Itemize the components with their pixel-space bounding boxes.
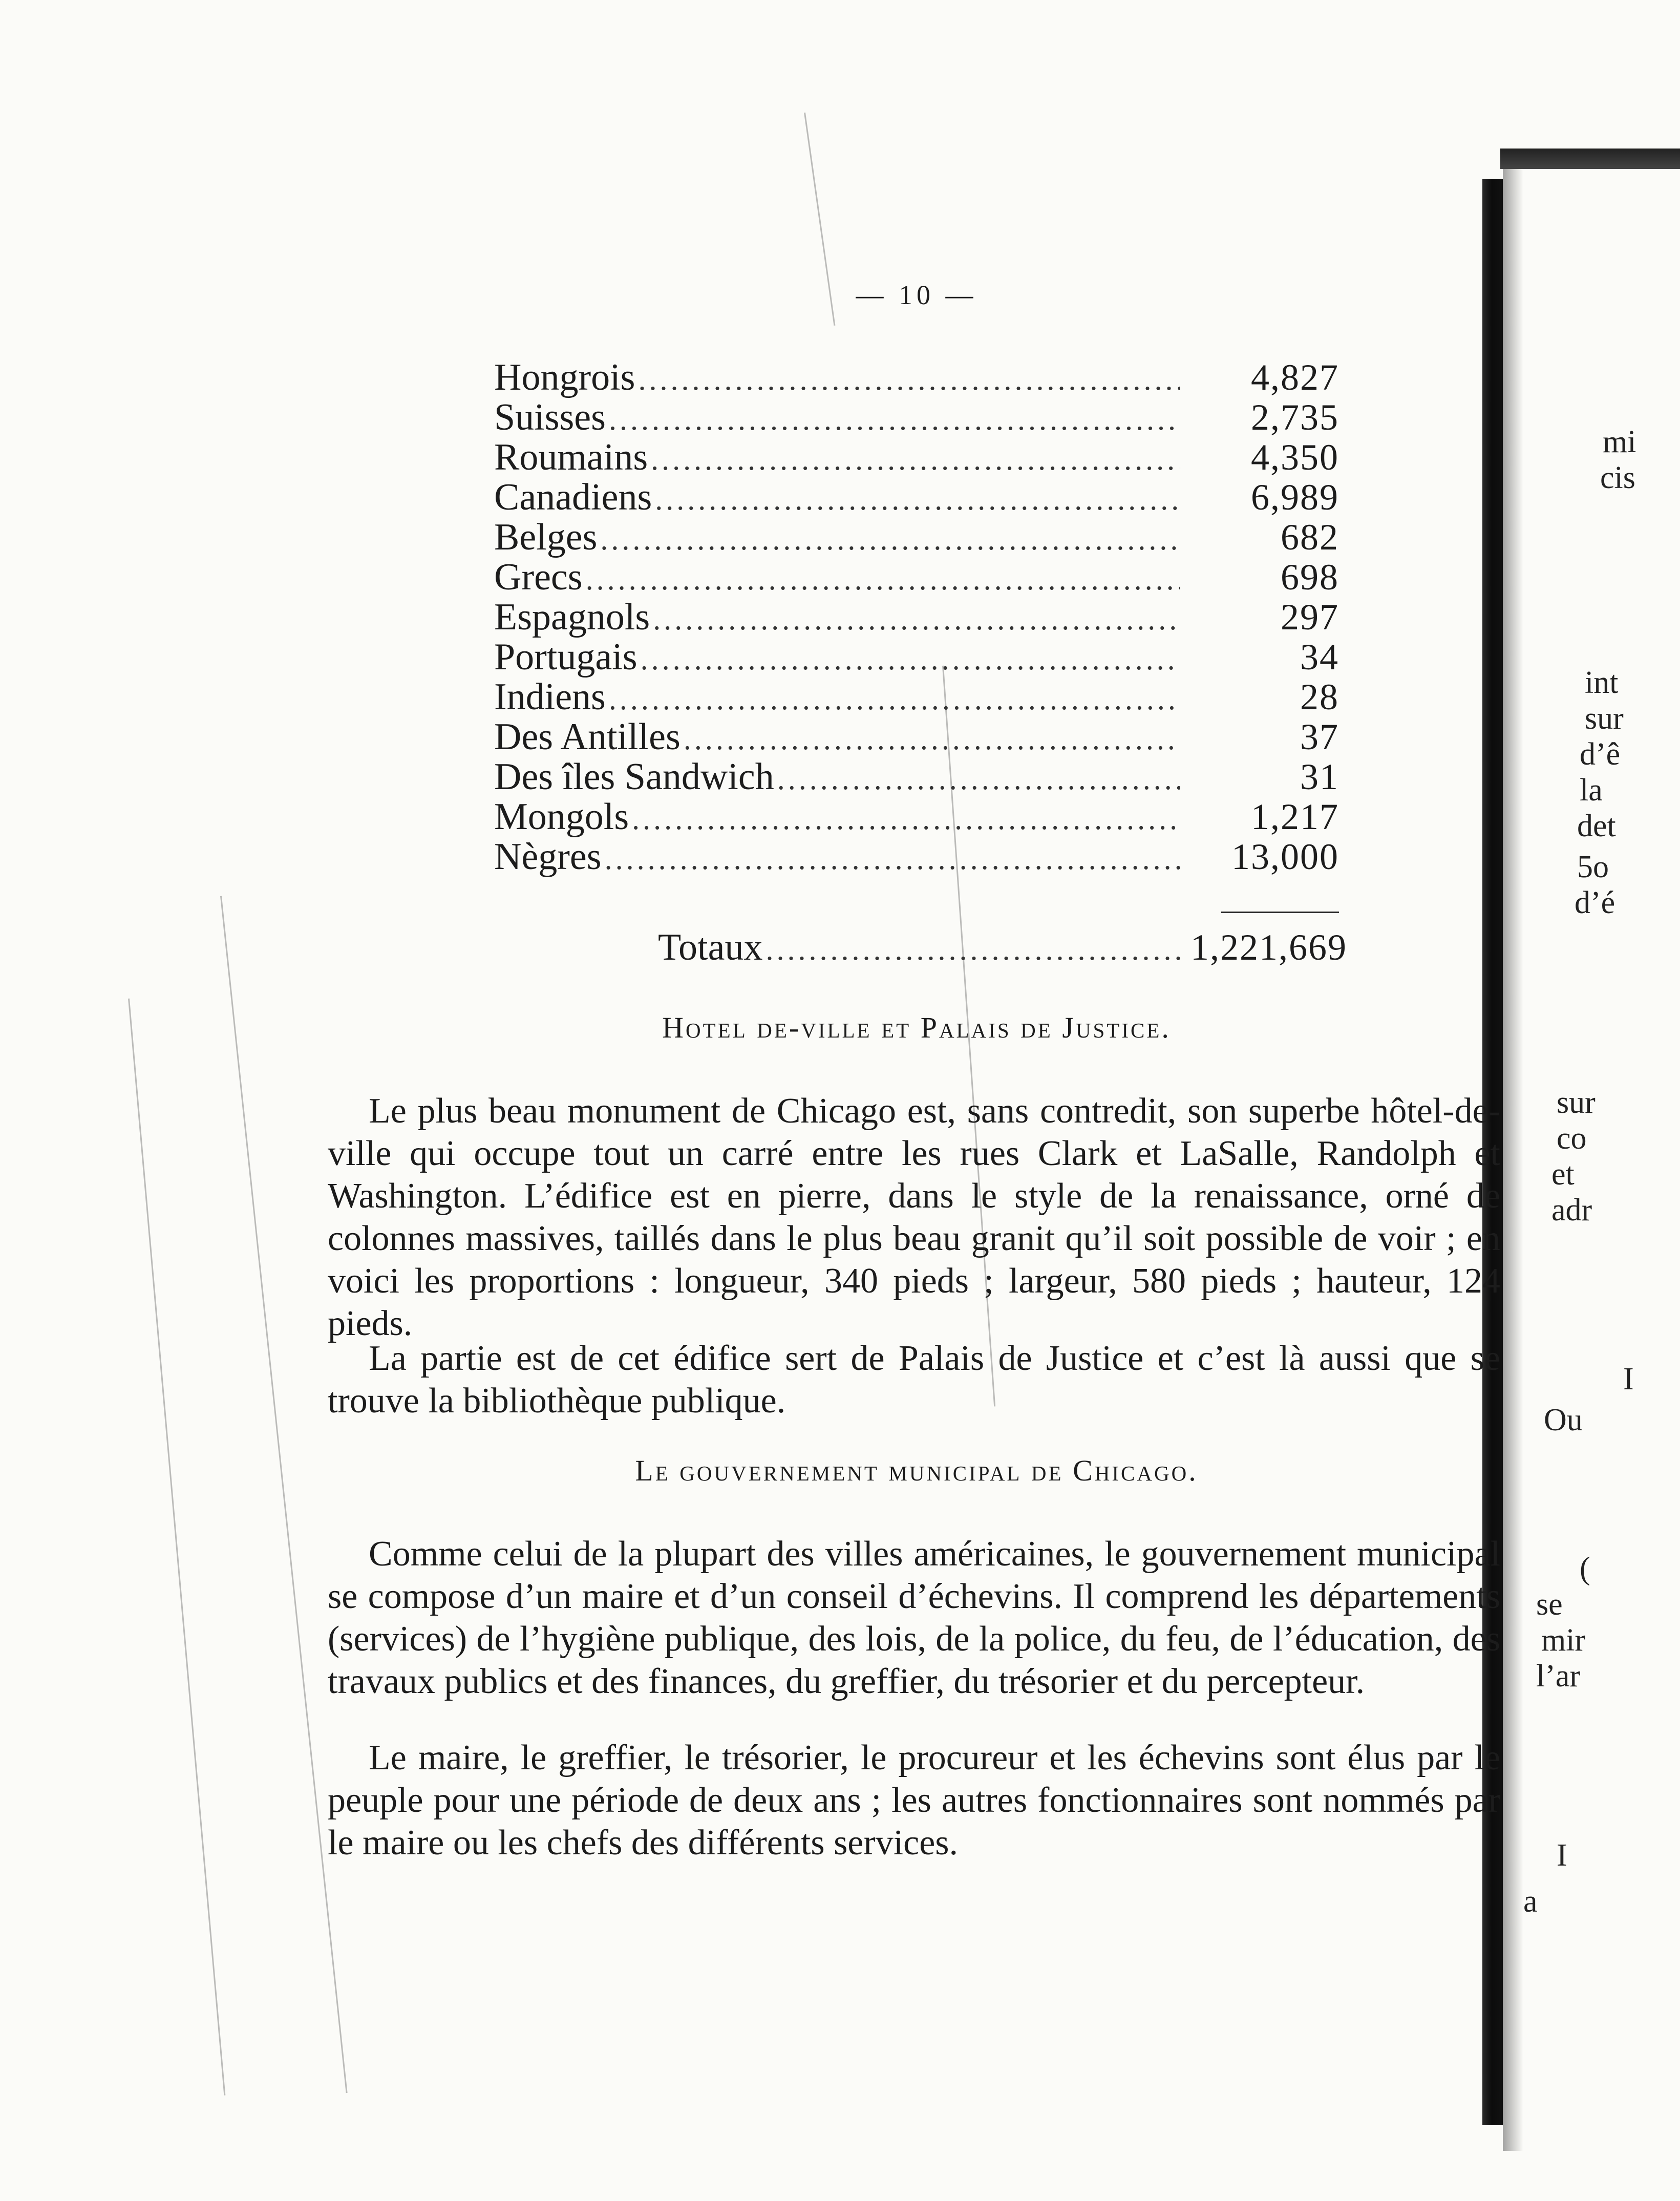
table-row — [494, 437, 1339, 477]
dot-leader — [605, 839, 1180, 879]
facing-page-fragment: l’ar — [1536, 1659, 1581, 1694]
total-row — [658, 926, 1347, 971]
row-value: 31 — [1300, 756, 1339, 797]
paragraph — [328, 1533, 1500, 1703]
facing-page-fragment: sur — [1585, 701, 1624, 736]
row-label: Canadiens — [494, 476, 652, 518]
total-rule — [1221, 912, 1339, 913]
facing-page-fragment: sur — [1557, 1085, 1596, 1120]
scan-scratch — [220, 896, 348, 2093]
facing-page-fragment: cis — [1600, 460, 1635, 495]
dot-leader — [765, 928, 1180, 971]
facing-page-fragment: I — [1557, 1838, 1567, 1873]
table-row — [494, 717, 1339, 757]
facing-page-fragment: adr — [1551, 1193, 1592, 1228]
row-label: Belges — [494, 516, 598, 558]
paragraph — [328, 1337, 1500, 1422]
facing-page-fragment: I — [1623, 1362, 1634, 1396]
paragraph-text: Le maire, le greffier, le trésorier, le procureur et les échevins sont élus par le peuple pour une période de deux ans ; les autres fonctionnaires sont nommés par le maire ou les chefs des différents services. — [328, 1738, 1500, 1863]
row-label: Hongrois — [494, 356, 635, 398]
table-row — [494, 597, 1339, 637]
row-label: Des Antilles — [494, 716, 680, 758]
row-label: Roumains — [494, 436, 648, 478]
population-table — [494, 357, 1339, 877]
dot-leader — [651, 439, 1180, 479]
dot-leader — [586, 559, 1180, 599]
scan-scratch — [128, 999, 225, 2096]
facing-page-fragment: ( — [1580, 1551, 1590, 1586]
table-row — [494, 477, 1339, 517]
dot-leader — [638, 359, 1180, 399]
paragraph-text: Comme celui de la plupart des villes américaines, le gouvernement municipal se compose d’un maire et d’un conseil d’échevins. Il comprend les départements (services) de l’hygiène publique, des lois, de la police, du feu, de l’éducation, des travaux publics et des finances, du greffier, du trésorier et du percepteur. — [328, 1534, 1500, 1701]
facing-page-fragment: det — [1577, 809, 1616, 843]
row-value: 34 — [1300, 637, 1339, 678]
row-label: Nègres — [494, 836, 602, 878]
row-value: 2,735 — [1251, 397, 1339, 438]
dot-leader — [632, 799, 1180, 839]
dot-leader — [641, 639, 1180, 679]
paragraph — [328, 1090, 1500, 1345]
table-row — [494, 637, 1339, 677]
facing-page-fragment: co — [1557, 1121, 1587, 1156]
row-value: 682 — [1281, 517, 1339, 558]
table-row — [494, 557, 1339, 597]
page-number: — 10 — — [856, 280, 977, 310]
facing-page-fragment: se — [1536, 1587, 1563, 1622]
row-label: Grecs — [494, 556, 583, 598]
row-label: Suisses — [494, 396, 606, 438]
row-label: Mongols — [494, 796, 629, 838]
facing-page-fragment: et — [1551, 1157, 1575, 1192]
binding-shadow — [1503, 154, 1523, 2151]
table-row — [494, 757, 1339, 797]
dot-leader — [653, 599, 1180, 639]
row-value: 37 — [1300, 716, 1339, 757]
next-page-top-edge — [1500, 149, 1680, 169]
row-value: 28 — [1300, 676, 1339, 717]
row-value: 1,217 — [1251, 796, 1339, 837]
dot-leader — [777, 759, 1180, 799]
facing-page-fragment: 5o — [1577, 850, 1609, 884]
row-value: 13,000 — [1231, 836, 1339, 877]
table-row — [494, 517, 1339, 557]
dot-leader — [600, 519, 1180, 559]
facing-page-fragment: mi — [1603, 425, 1636, 459]
section-heading: Le gouvernement municipal de Chicago. — [635, 1454, 1198, 1487]
table-row — [494, 797, 1339, 837]
row-label: Espagnols — [494, 596, 650, 638]
row-label: Des îles Sandwich — [494, 756, 774, 798]
table-row — [494, 677, 1339, 717]
dot-leader — [609, 679, 1180, 719]
row-value: 6,989 — [1251, 477, 1339, 518]
facing-page-fragment: d’é — [1575, 885, 1615, 920]
facing-page-fragment: la — [1580, 773, 1603, 808]
row-value: 4,827 — [1251, 357, 1339, 398]
total-label: Totaux — [658, 926, 763, 968]
facing-page-fragment: a — [1523, 1884, 1538, 1919]
facing-page-fragment: mir — [1541, 1623, 1586, 1658]
scan-scratch — [804, 113, 835, 326]
row-value: 297 — [1281, 597, 1339, 638]
paragraph — [328, 1737, 1500, 1864]
row-label: Indiens — [494, 676, 606, 718]
table-row — [494, 397, 1339, 437]
dot-leader — [655, 479, 1180, 519]
facing-page-fragment: Ou — [1544, 1403, 1583, 1437]
total-value: 1,221,669 — [1190, 927, 1347, 968]
paragraph-text: La partie est de cet édifice sert de Palais de Justice et c’est là aussi que se trouve la bibliothèque publique. — [328, 1339, 1500, 1421]
row-label: Portugais — [494, 636, 637, 678]
dot-leader — [609, 399, 1180, 439]
table-row — [494, 357, 1339, 397]
row-value: 698 — [1281, 557, 1339, 598]
facing-page-fragment: int — [1585, 665, 1619, 700]
section-heading: Hotel de-ville et Palais de Justice. — [662, 1011, 1171, 1044]
facing-page-fragment: d’ê — [1580, 737, 1621, 772]
dot-leader — [684, 719, 1180, 759]
paragraph-text: Le plus beau monument de Chicago est, sans contredit, son superbe hôtel-de-ville qui occupe tout un carré entre les rues Clark et LaSalle, Randolph et Washington. L’édifice est en pierre, dans le style de la renaissance, orné de colonnes massives, taillés dans le plus beau granit qu’il soit possible de voir ; en voici les proportions : longueur, 340 pieds ; largeur, 580 pieds ; hauteur, 124 pieds. — [328, 1091, 1500, 1343]
row-value: 4,350 — [1251, 437, 1339, 478]
table-row — [494, 837, 1339, 877]
